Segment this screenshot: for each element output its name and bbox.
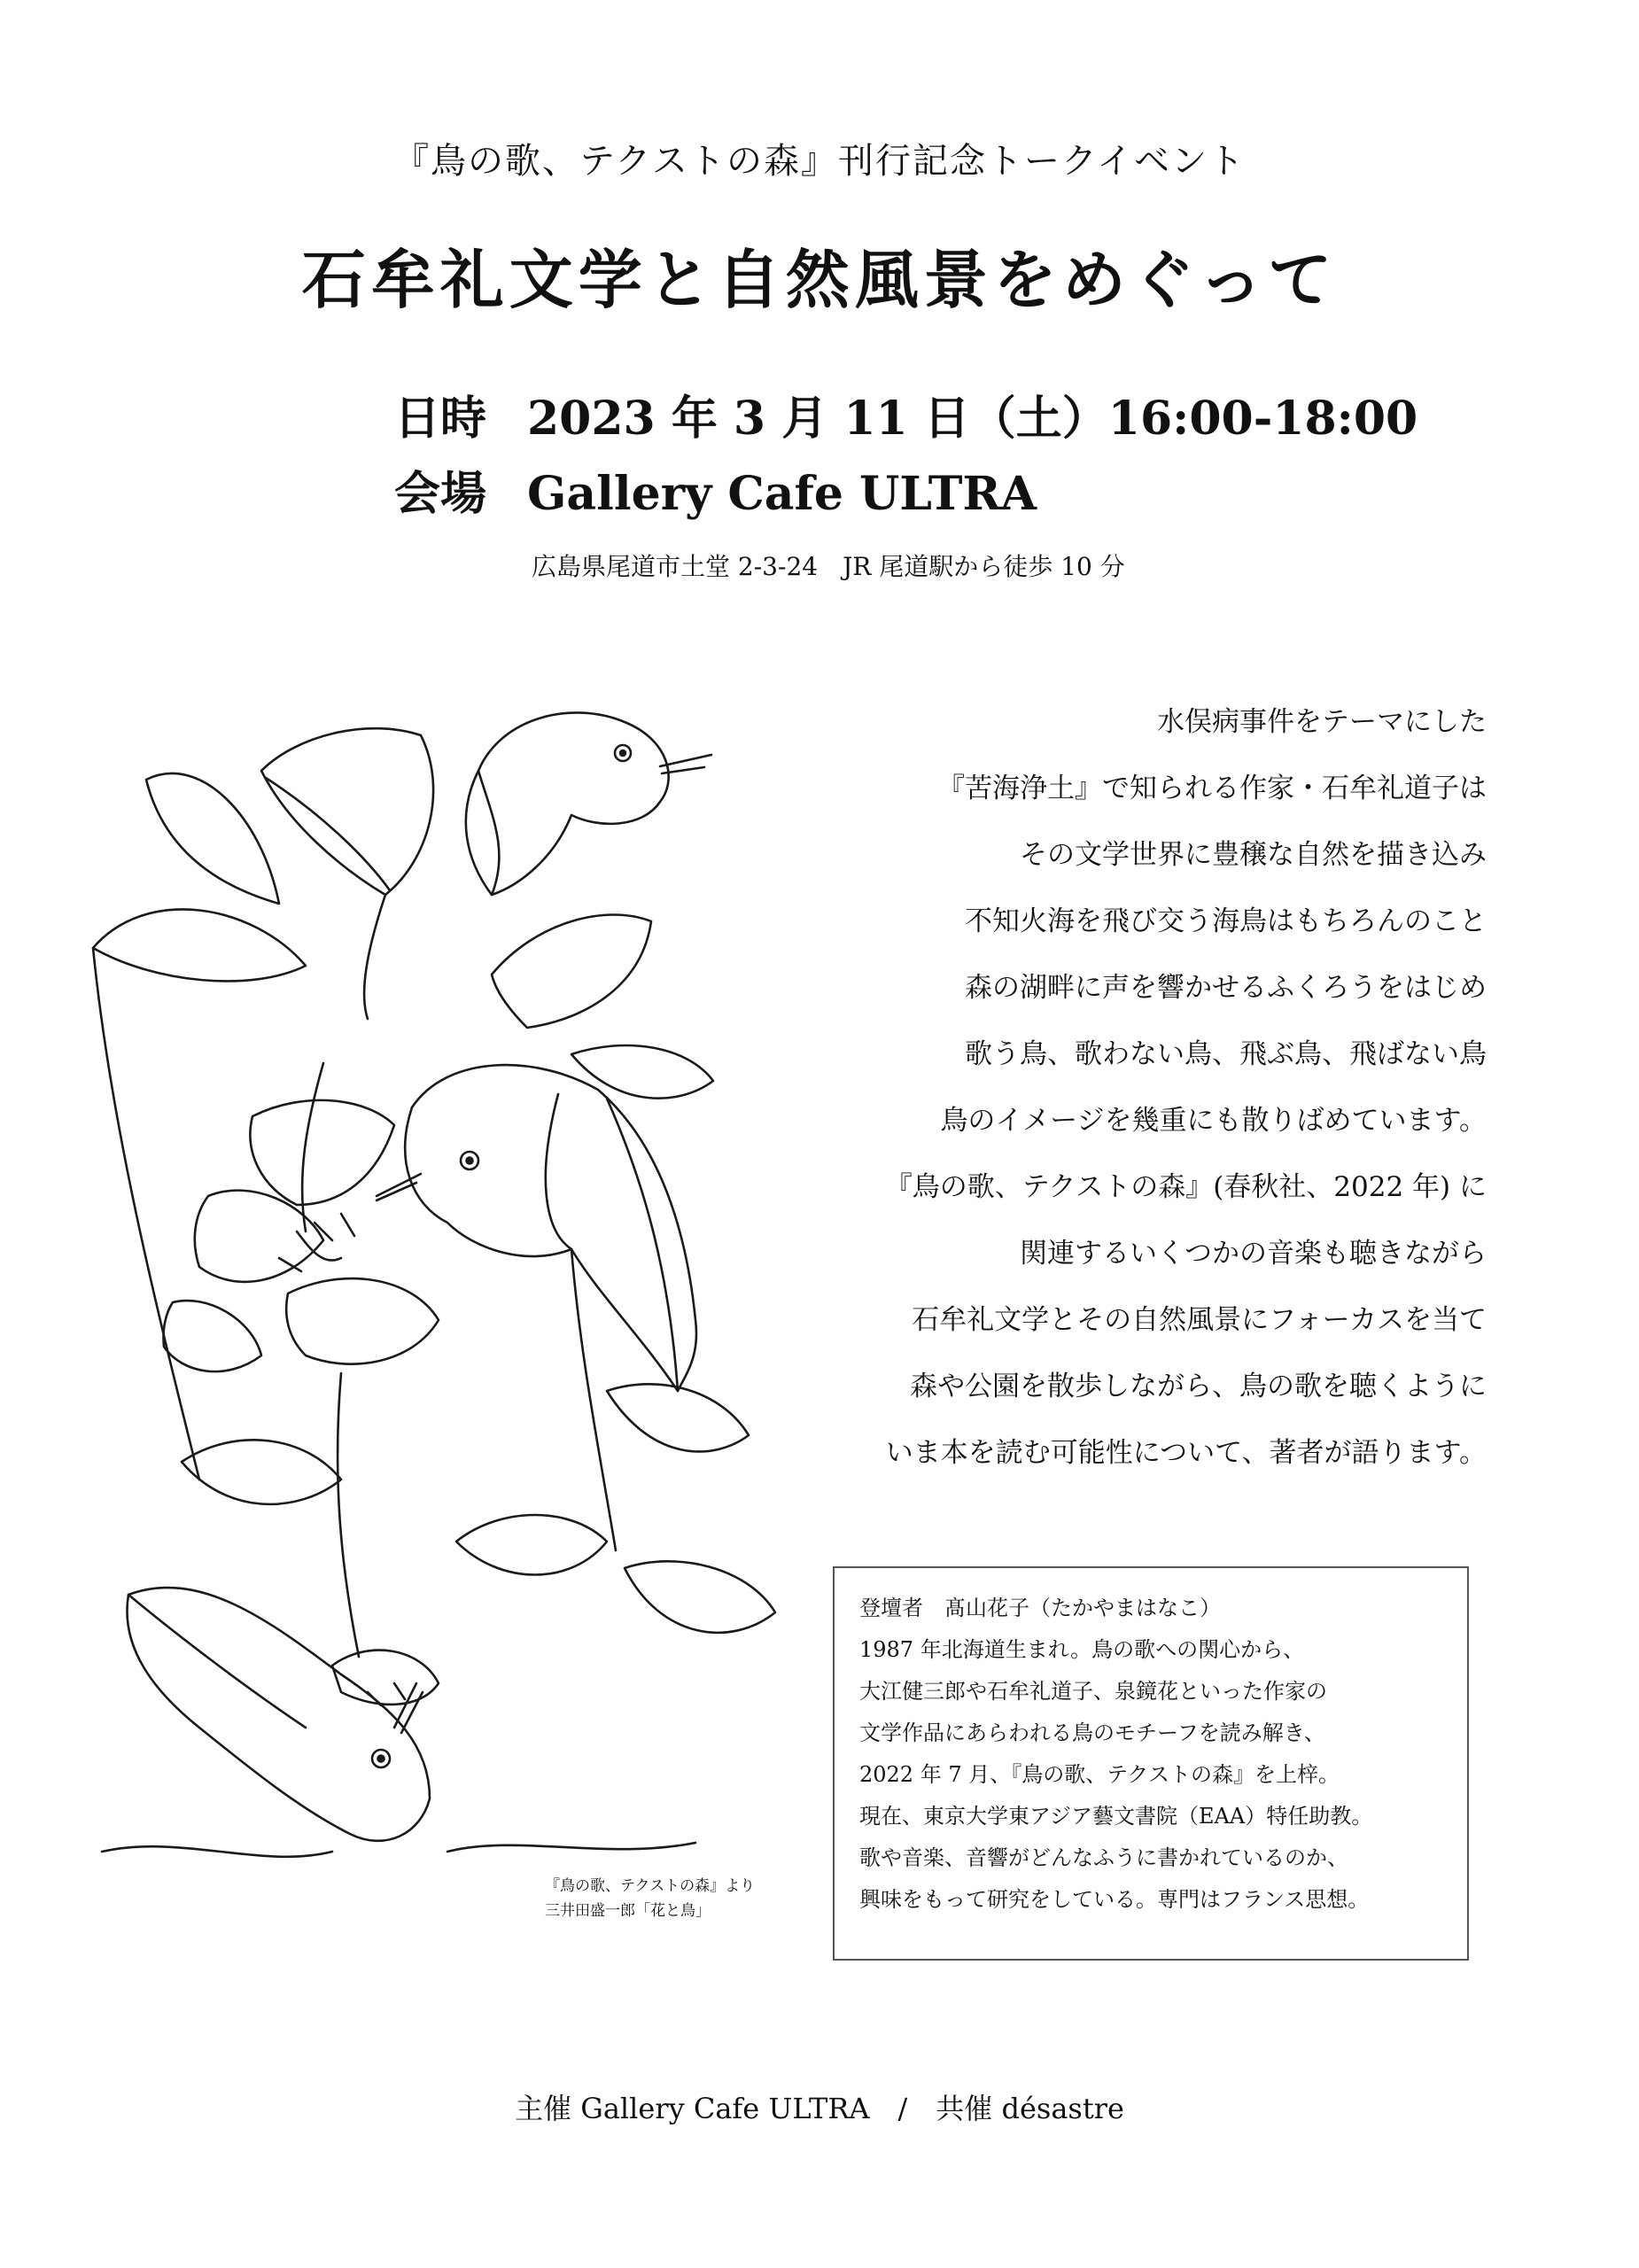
venue-row [394,456,1037,523]
credit-artist: 三井田盛一郎「花と鳥」 [545,1902,711,1920]
description-line: その文学世界に豊穣な自然を描き込み [1020,839,1487,871]
venue-address: 広島県尾道市土堂 2-3-24 JR 尾道駅から徒歩 10 分 [532,552,1125,581]
top-bird-outline [466,712,669,895]
speaker-line: 1987 年北海道生まれ。鳥の歌への関心から、 [859,1637,1305,1662]
speaker-profile-box [833,1566,1469,1961]
illustration-credit [545,1874,755,1923]
date-label: 日時 [394,392,487,446]
speaker-line: 2022 年 7 月、『鳥の歌、テクストの森』を上梓。 [859,1762,1340,1787]
event-title: 石牟礼文学と自然風景をめぐって [301,242,1338,317]
bottom-bird-outline [127,1588,430,1841]
event-subtitle: 『鳥の歌、テクストの森』刊行記念トークイベント [393,141,1246,182]
leaf [93,909,306,981]
leaf [182,1440,341,1504]
flower-petal [250,1100,394,1205]
event-description [885,689,1487,1487]
leaf [146,773,279,904]
speaker-line: 文学作品にあらわれる鳥のモチーフを読み解き、 [859,1720,1325,1745]
description-line: 歌う鳥、歌わない鳥、飛ぶ鳥、飛ばない鳥 [965,1038,1487,1070]
speaker-line: 登壇者 髙山花子（たかやまはなこ） [859,1596,1221,1620]
stem [338,1373,359,1657]
description-line: 森の湖畔に声を響かせるふくろうをはじめ [965,972,1487,1004]
speaker-line: 歌や音楽、音響がどんなふうに書かれているのか、 [859,1845,1348,1870]
bird-flower-illustration [75,682,811,1949]
flower-petal [163,1301,261,1371]
description-line: 『苦海浄土』で知られる作家・石牟礼道子は [937,773,1487,804]
description-line: 不知火海を飛び交う海鳥はもちろんのこと [965,905,1487,937]
middle-bird-wing [546,1094,571,1249]
date-value: 2023 年 3 月 11 日（土）16:00-18:00 [527,392,1418,446]
description-line: 石牟礼文学とその自然風景にフォーカスを当て [912,1304,1487,1336]
flower-petal [286,1278,439,1364]
stem [302,1063,323,1231]
leaf [261,728,433,895]
leaf [625,1561,775,1633]
speaker-line: 現在、東京大学東アジア藝文書院（EAA）特任助教。 [859,1804,1373,1829]
stem [364,895,385,1019]
date-row [394,381,1418,447]
description-line: 森や公園を散歩しながら、鳥の歌を聴くように [910,1371,1487,1402]
description-line: 関連するいくつかの音楽も聴きながら [1020,1238,1487,1270]
stem [93,948,199,1480]
description-line: 『鳥の歌、テクストの森』(春秋社、2022 年) に [884,1171,1487,1203]
leaf [607,1384,749,1451]
credit-source: 『鳥の歌、テクストの森』より [545,1877,756,1895]
venue-label: 会場 [394,467,487,521]
description-line: いま本を読む可能性について、著者が語ります。 [885,1437,1487,1469]
venue-value: Gallery Cafe ULTRA [527,467,1037,521]
stem [571,1249,616,1550]
organizer-footer: 主催 Gallery Cafe ULTRA / 共催 désastre [515,2092,1124,2125]
description-line: 鳥のイメージを幾重にも散りばめています。 [940,1105,1487,1137]
speaker-line: 大江健三郎や石牟礼道子、泉鏡花といった作家の [859,1679,1327,1704]
description-line: 水俣病事件をテーマにした [1157,706,1487,738]
top-bird-wing [478,771,499,895]
speaker-line: 興味をもって研究をしている。専門はフランス思想。 [859,1887,1370,1912]
leaf [456,1515,607,1575]
leaf [492,915,651,1029]
leaf [571,1045,713,1099]
flower-petal [332,1651,439,1705]
